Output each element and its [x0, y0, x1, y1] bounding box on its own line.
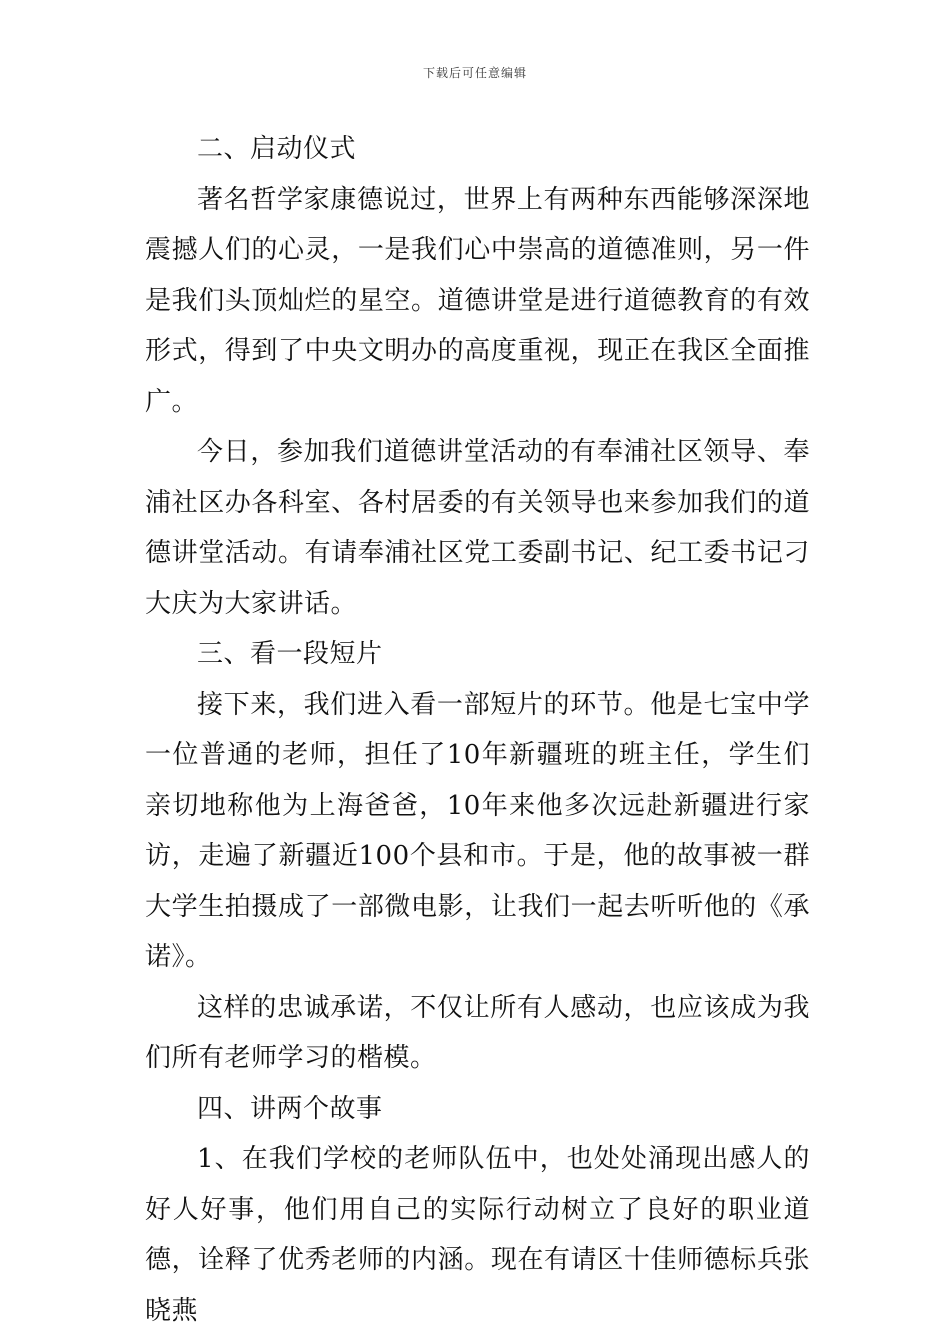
paragraph: 今日，参加我们道德讲堂活动的有奉浦社区领导、奉浦社区办各科室、各村居委的有关领导也来参加我们的道德讲堂活动。有请奉浦社区党工委副书记、纪工委书记刁大庆为大家讲话。 — [145, 437, 810, 619]
section-heading-two-stories: 四、讲两个故事 — [197, 1093, 383, 1124]
paragraph: 著名哲学家康德说过，世界上有两种东西能够深深地震撼人们的心灵，一是我们心中崇高的道德准则，另一件是我们头顶灿烂的星空。道德讲堂是进行道德教育的有效形式，得到了中央文明办的高度重视，现正在我区全面推广。 — [145, 184, 810, 417]
document-body — [145, 124, 810, 1336]
page-header: 下载后可任意编辑 — [422, 66, 527, 80]
section-heading-launch: 二、启动仪式 — [197, 134, 357, 164]
section-heading-short-film: 三、看一段短片 — [197, 639, 383, 669]
paragraph: 接下来，我们进入看一部短片的环节。他是七宝中学一位普通的老师，担任了10年新疆班的班主任，学生们亲切地称他为上海爸爸，10年来他多次远赴新疆进行家访，走遍了新疆近100个县和市。于是，他的故事被一群大学生拍摄成了一部微电影，让我们一起去听听他的《承诺》。 — [145, 689, 810, 972]
paragraph: 1、在我们学校的老师队伍中，也处处涌现出感人的好人好事，他们用自己的实际行动树立了良好的职业道德，诠释了优秀老师的内涵。现在有请区十佳师德标兵张晓燕 — [145, 1144, 810, 1326]
paragraph: 这样的忠诚承诺，不仅让所有人感动，也应该成为我们所有老师学习的楷模。 — [145, 992, 810, 1073]
